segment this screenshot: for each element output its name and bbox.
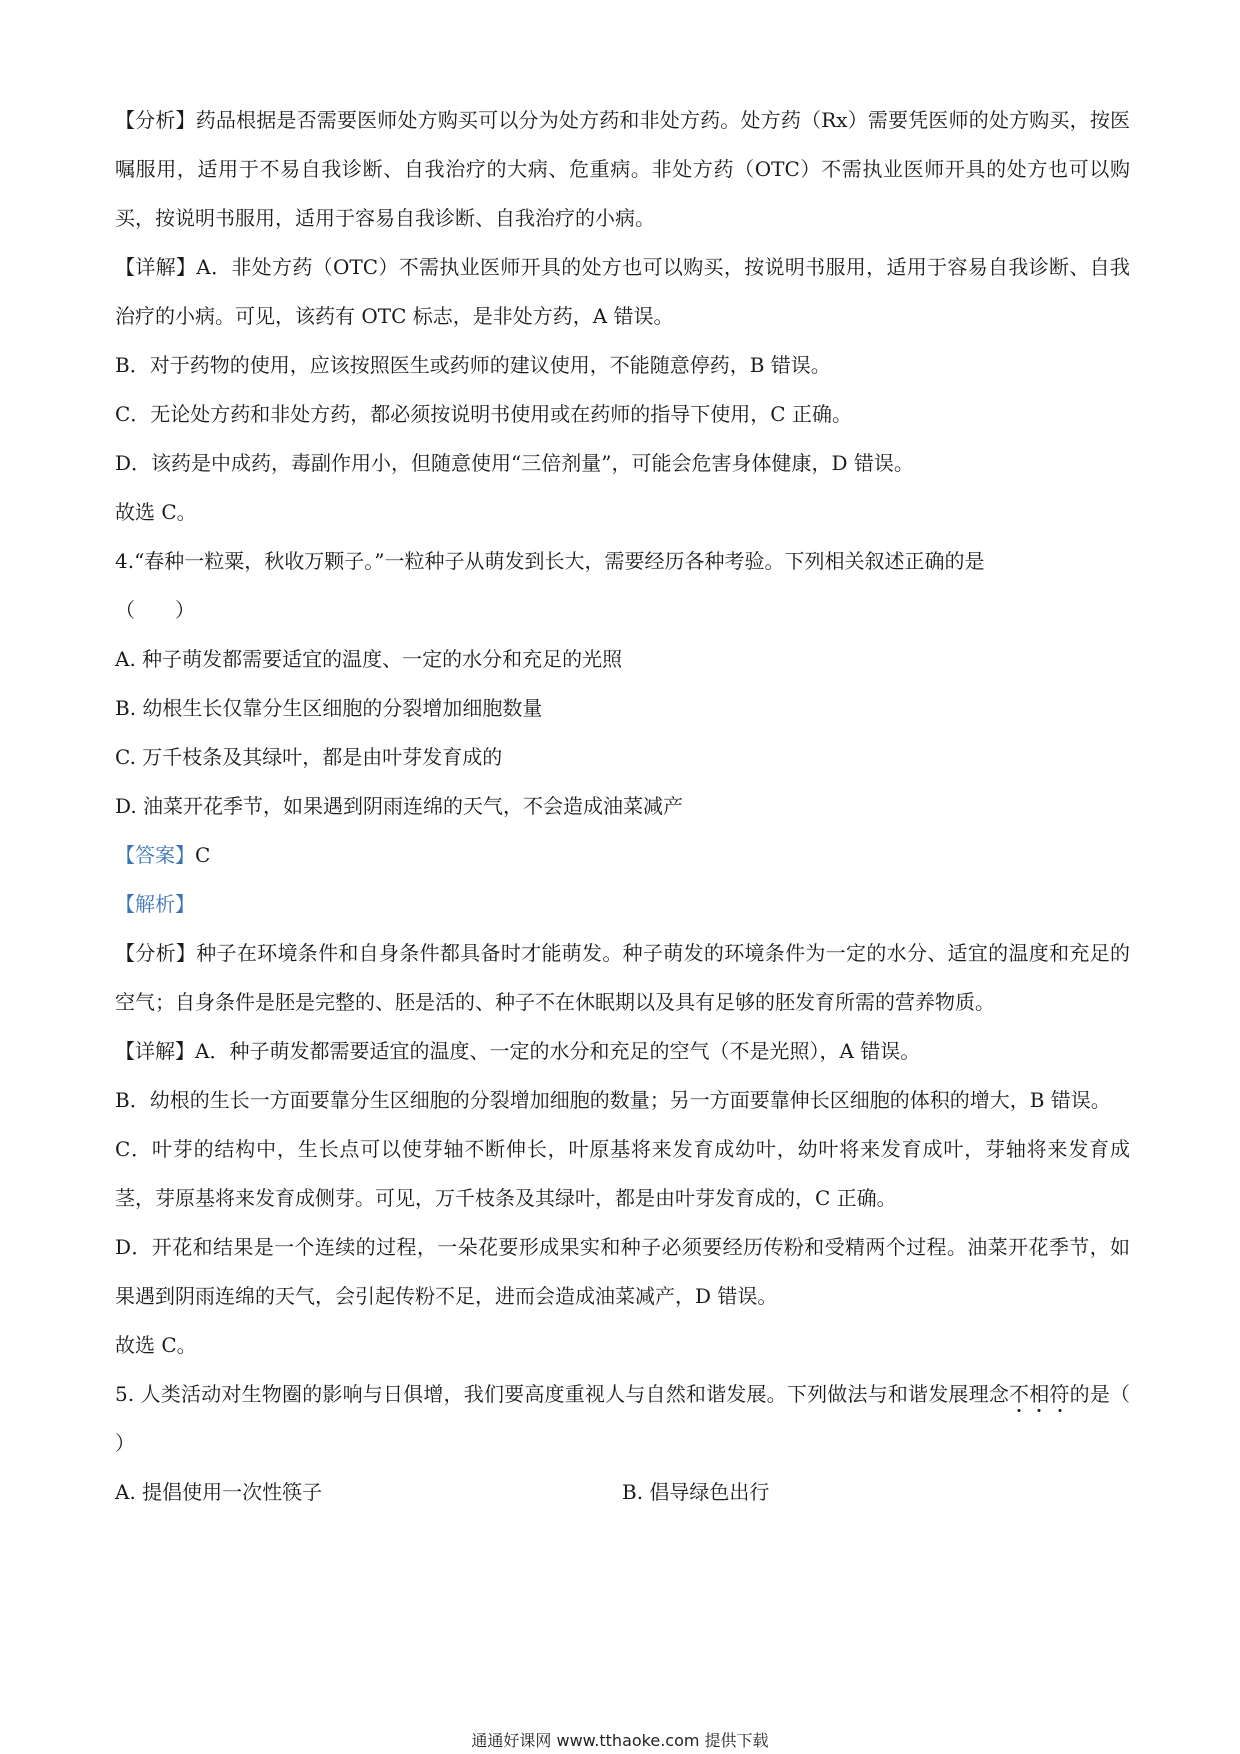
q5-stem-text-end: 的是（ ） (115, 1382, 1171, 1455)
detail-tag: 【详解】 (115, 1039, 195, 1063)
answer-tag: 【答案】 (115, 843, 195, 867)
q4-explain (115, 880, 1130, 929)
detail-text: A．非处方药（OTC）不需执业医师开具的处方也可以购买，按说明书服用，适用于容易自我诊断、自我治疗的小病。可见，该药有 OTC 标志，是非处方药，A 错误。 (115, 255, 1131, 328)
q5-option-b: B. 倡导绿色出行 (622, 1480, 770, 1504)
q3-detail-d: D．该药是中成药，毒副作用小，但随意使用“三倍剂量”，可能会危害身体健康，D 错误。 (115, 451, 914, 475)
q5-option-a: A. 提倡使用一次性筷子 (115, 1480, 323, 1504)
q4-option-a: A. 种子萌发都需要适宜的温度、一定的水分和充足的光照 (115, 647, 623, 671)
detail-text: A．种子萌发都需要适宜的温度、一定的水分和充足的空气（不是光照），A 错误。 (195, 1039, 921, 1063)
q4-detail-a (115, 1027, 1130, 1076)
q5-stem (115, 1370, 1171, 1468)
document-page (115, 96, 1171, 1517)
q5-stem-text: 5. 人类活动对生物圈的影响与日俱增，我们要高度重视人与自然和谐发展。下列做法与和谐发展理念 (115, 1382, 1010, 1406)
q4-detail-d: D．开花和结果是一个连续的过程，一朵花要形成果实和种子必须要经历传粉和受精两个过程。油菜开花季节，如果遇到阴雨连绵的天气，会引起传粉不足，进而会造成油菜减产，D 错误。 (115, 1235, 1130, 1308)
page-footer: 通通好课网 www.tthaoke.com 提供下载 (471, 1731, 769, 1750)
q4-option-c: C. 万千枝条及其绿叶，都是由叶芽发育成的 (115, 745, 503, 769)
q4-option-b: B. 幼根生长仅靠分生区细胞的分裂增加细胞数量 (115, 696, 543, 720)
q4-conclusion: 故选 C。 (115, 1333, 197, 1357)
q5-options (115, 1468, 1130, 1517)
q4-stem (115, 537, 1130, 586)
detail-tag: 【详解】 (115, 255, 197, 279)
analysis-tag: 【分析】 (115, 108, 196, 132)
answer-value: C (195, 843, 211, 867)
analysis-text: 种子在环境条件和自身条件都具备时才能萌发。种子萌发的环境条件为一定的水分、适宜的温度和充足的空气；自身条件是胚是完整的、胚是活的、种子不在休眠期以及具有足够的胚发育所需的营养物质。 (115, 941, 1131, 1014)
q3-detail-c: C．无论处方药和非处方药，都必须按说明书使用或在药师的指导下使用，C 正确。 (115, 402, 852, 426)
q4-analysis (115, 929, 1130, 1027)
q5-emphasis-char: 符 (1049, 1382, 1070, 1406)
analysis-text: 药品根据是否需要医师处方购买可以分为处方药和非处方药。处方药（Rx）需要凭医师的处方购买，按医嘱服用，适用于不易自我诊断、自我治疗的大病、危重病。非处方药（OTC）不需执业医师开具的处方也可以购买，按说明书服用，适用于容易自我诊断、自我治疗的小病。 (115, 108, 1131, 230)
q3-detail-b: B．对于药物的使用，应该按照医生或药师的建议使用，不能随意停药，B 错误。 (115, 353, 831, 377)
q3-conclusion: 故选 C。 (115, 500, 197, 524)
q4-answer (115, 831, 1130, 880)
q3-analysis (115, 96, 1130, 243)
q5-emphasis-char: 不 (1009, 1382, 1030, 1406)
q4-option-d: D. 油菜开花季节，如果遇到阴雨连绵的天气，不会造成油菜减产 (115, 794, 684, 818)
q4-detail-c: C．叶芽的结构中，生长点可以使芽轴不断伸长，叶原基将来发育成幼叶，幼叶将来发育成叶，芽轴将来发育成茎，芽原基将来发育成侧芽。可见，万千枝条及其绿叶，都是由叶芽发育成的，C 正确。 (115, 1137, 1130, 1210)
q4-stem-text: 4.“春种一粒粟，秋收万颗子。”一粒种子从萌发到长大，需要经历各种考验。下列相关叙述正确的是 (115, 549, 985, 573)
q4-detail-b: B．幼根的生长一方面要靠分生区细胞的分裂增加细胞的数量；另一方面要靠伸长区细胞的体积的增大，B 错误。 (115, 1088, 1111, 1112)
q3-detail-a (115, 243, 1130, 341)
explain-tag: 【解析】 (115, 892, 195, 916)
q4-paren: （ ） (115, 598, 195, 622)
q5-emphasis-char: 相 (1029, 1382, 1050, 1406)
analysis-tag: 【分析】 (115, 941, 197, 965)
